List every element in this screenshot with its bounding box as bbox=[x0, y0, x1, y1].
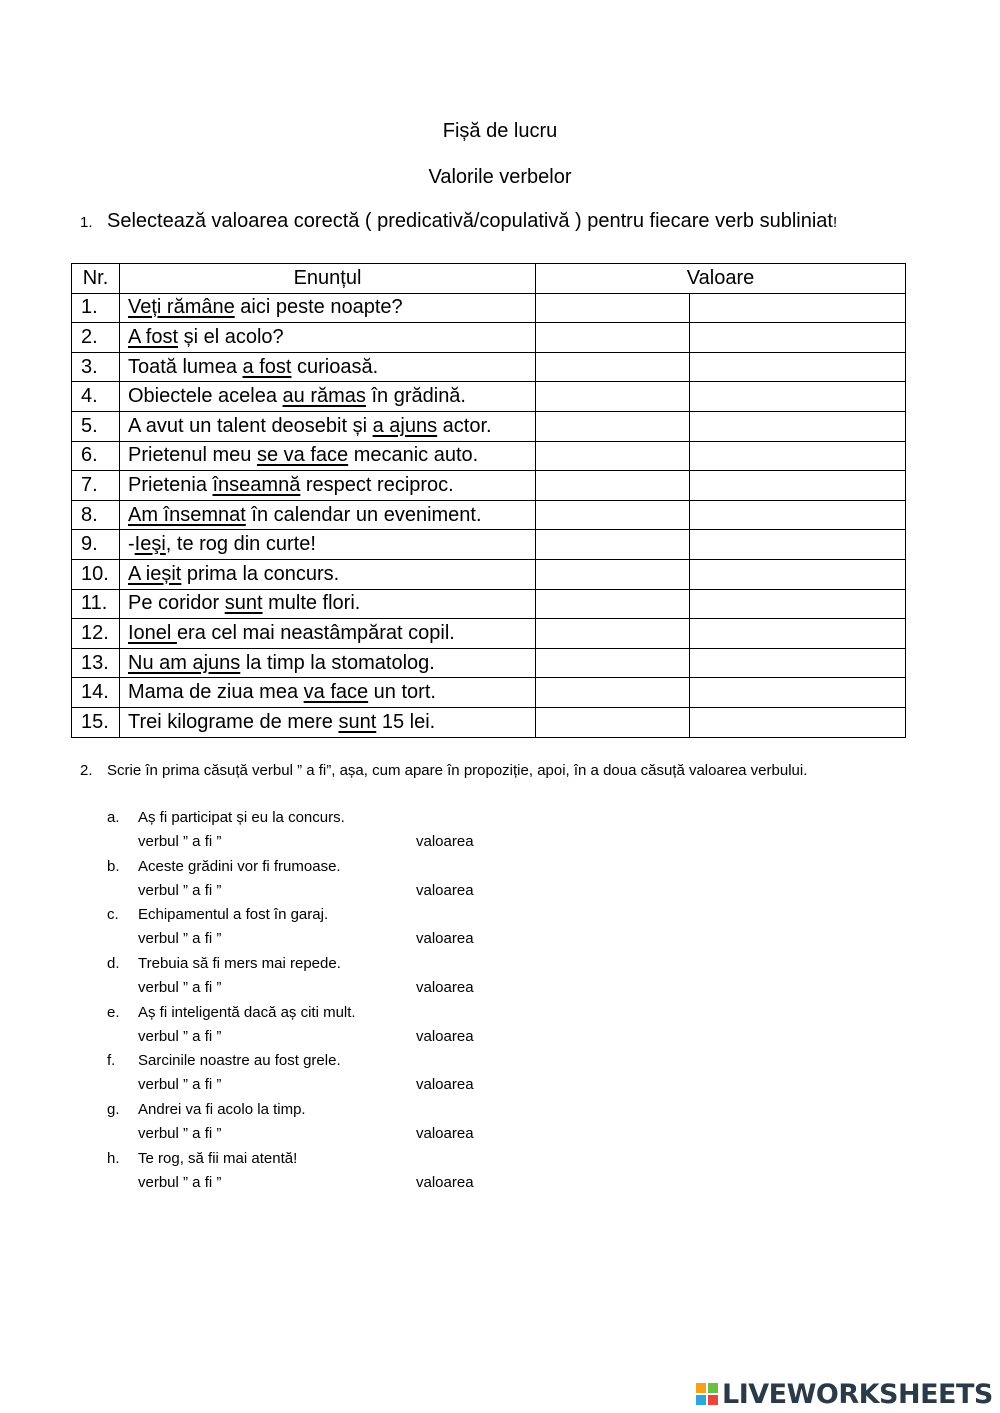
sentence-post: curioasă. bbox=[291, 355, 379, 378]
underlined-verb: a fost bbox=[242, 355, 292, 378]
item-letter: f. bbox=[107, 1052, 116, 1070]
value-answer-cell-1[interactable] bbox=[536, 589, 690, 619]
value-answer-cell-1[interactable] bbox=[536, 352, 690, 382]
exercise-2-number: 2. bbox=[80, 762, 93, 779]
item-letter: d. bbox=[107, 955, 120, 973]
table-row bbox=[72, 352, 906, 382]
sentence-post: actor. bbox=[437, 414, 492, 437]
sentence-post: prima la concurs. bbox=[181, 562, 340, 585]
row-number: 5. bbox=[72, 411, 120, 441]
table-header-row bbox=[72, 264, 906, 294]
sentence-pre: Obiectele acelea bbox=[128, 385, 283, 408]
item-sentence: Aș fi participat și eu la concurs. bbox=[138, 809, 345, 826]
row-number: 10. bbox=[72, 559, 120, 589]
value-answer-cell-2[interactable] bbox=[690, 678, 906, 708]
verb-label: verbul ” a fi ” bbox=[138, 1125, 222, 1143]
row-number: 12. bbox=[72, 619, 120, 649]
row-number: 1. bbox=[72, 293, 120, 323]
sentence-pre: Trei kilograme de mere bbox=[128, 710, 339, 733]
row-sentence bbox=[120, 500, 536, 530]
underlined-verb: Nu am ajuns bbox=[128, 651, 241, 674]
value-answer-cell-2[interactable] bbox=[690, 471, 906, 501]
value-answer-cell-1[interactable] bbox=[536, 619, 690, 649]
row-number: 11. bbox=[72, 589, 120, 619]
value-answer-cell-1[interactable] bbox=[536, 293, 690, 323]
value-answer-cell-2[interactable] bbox=[690, 293, 906, 323]
item-sentence: Sarcinile noastre au fost grele. bbox=[138, 1052, 341, 1070]
underlined-verb: Ionel bbox=[128, 621, 177, 644]
row-number: 13. bbox=[72, 648, 120, 678]
row-sentence bbox=[120, 382, 536, 412]
sentence-post: multe flori. bbox=[262, 592, 361, 615]
row-number: 9. bbox=[72, 530, 120, 560]
value-label: valoarea bbox=[416, 1076, 474, 1094]
value-label: valoarea bbox=[416, 881, 474, 899]
value-answer-cell-1[interactable] bbox=[536, 648, 690, 678]
exercise-2-text: Scrie în prima căsuță verbul ” a fi”, așa, cum apare în propoziție, apoi, în a doua căsuță valoarea verbului. bbox=[107, 762, 808, 779]
table-row bbox=[72, 382, 906, 412]
underlined-verb: A ieșit bbox=[128, 562, 182, 585]
value-answer-cell-1[interactable] bbox=[536, 382, 690, 412]
logo-square-icon bbox=[696, 1395, 706, 1405]
underlined-verb: înseamnă bbox=[212, 473, 301, 496]
verb-label: verbul ” a fi ” bbox=[138, 833, 222, 850]
header-nr: Nr. bbox=[72, 264, 120, 294]
table-row bbox=[72, 589, 906, 619]
logo-mark-icon bbox=[696, 1383, 718, 1405]
underlined-verb: A fost bbox=[128, 325, 179, 348]
table-row bbox=[72, 678, 906, 708]
table-row bbox=[72, 411, 906, 441]
verb-label: verbul ” a fi ” bbox=[138, 1027, 222, 1045]
item-sentence: Aceste grădini vor fi frumoase. bbox=[138, 857, 341, 875]
row-sentence bbox=[120, 648, 536, 678]
row-sentence bbox=[120, 589, 536, 619]
exercise-1-number: 1. bbox=[80, 214, 93, 231]
underlined-verb: Veți rămâne bbox=[128, 296, 235, 319]
value-answer-cell-1[interactable] bbox=[536, 411, 690, 441]
header-sentence: Enunțul bbox=[120, 264, 536, 294]
verb-label: verbul ” a fi ” bbox=[138, 1076, 222, 1094]
row-sentence bbox=[120, 619, 536, 649]
sentence-post: și el acolo? bbox=[178, 325, 284, 348]
item-sentence: Trebuia să fi mers mai repede. bbox=[138, 955, 341, 973]
row-sentence bbox=[120, 678, 536, 708]
sentence-post: în calendar un eveniment. bbox=[245, 503, 482, 526]
value-label: valoarea bbox=[416, 979, 474, 997]
row-number: 3. bbox=[72, 352, 120, 382]
row-number: 7. bbox=[72, 471, 120, 501]
exercise-1-instruction bbox=[80, 210, 837, 233]
item-letter: c. bbox=[107, 906, 119, 924]
sentence-pre: Prietenia bbox=[128, 473, 213, 496]
underlined-verb: a ajuns bbox=[372, 414, 438, 437]
row-sentence bbox=[120, 411, 536, 441]
row-sentence bbox=[120, 471, 536, 501]
row-sentence bbox=[120, 707, 536, 737]
logo-square-icon bbox=[708, 1395, 718, 1405]
verb-label: verbul ” a fi ” bbox=[138, 881, 222, 899]
item-letter: b. bbox=[107, 857, 120, 875]
verb-label: verbul ” a fi ” bbox=[138, 930, 222, 948]
table-row bbox=[72, 500, 906, 530]
value-answer-cell-2[interactable] bbox=[690, 619, 906, 649]
sentence-post: în grădină. bbox=[365, 385, 466, 408]
value-answer-cell-2[interactable] bbox=[690, 530, 906, 560]
value-answer-cell-1[interactable] bbox=[536, 500, 690, 530]
value-answer-cell-1[interactable] bbox=[536, 678, 690, 708]
item-sentence: Te rog, să fii mai atentă! bbox=[138, 1149, 298, 1167]
sentence-post: mecanic auto. bbox=[348, 444, 479, 467]
table-row bbox=[72, 648, 906, 678]
value-answer-cell-2[interactable] bbox=[690, 648, 906, 678]
exercise-2-instruction bbox=[80, 762, 807, 779]
value-answer-cell-2[interactable] bbox=[690, 323, 906, 353]
row-number: 15. bbox=[72, 707, 120, 737]
row-sentence bbox=[120, 559, 536, 589]
worksheet-title: Fișă de lucru bbox=[442, 120, 558, 142]
value-label: valoarea bbox=[416, 1027, 474, 1045]
liveworksheets-logo bbox=[696, 1377, 993, 1411]
sentence-post: , te rog din curte! bbox=[165, 533, 316, 556]
value-label: valoarea bbox=[416, 1125, 474, 1143]
sentence-post: 15 lei. bbox=[376, 710, 436, 733]
value-answer-cell-2[interactable] bbox=[690, 559, 906, 589]
table-row bbox=[72, 530, 906, 560]
sentence-pre: Pe coridor bbox=[128, 592, 225, 615]
value-answer-cell-2[interactable] bbox=[690, 441, 906, 471]
item-letter: e. bbox=[107, 1003, 120, 1021]
row-sentence bbox=[120, 352, 536, 382]
verbs-table bbox=[71, 263, 906, 738]
value-answer-cell-2[interactable] bbox=[690, 707, 906, 737]
value-answer-cell-1[interactable] bbox=[536, 471, 690, 501]
value-answer-cell-1[interactable] bbox=[536, 530, 690, 560]
row-number: 2. bbox=[72, 323, 120, 353]
row-number: 6. bbox=[72, 441, 120, 471]
item-sentence: Echipamentul a fost în garaj. bbox=[138, 906, 329, 924]
value-answer-cell-2[interactable] bbox=[690, 500, 906, 530]
value-answer-cell-1[interactable] bbox=[536, 323, 690, 353]
value-answer-cell-2[interactable] bbox=[690, 382, 906, 412]
underlined-verb: sunt bbox=[338, 710, 377, 733]
value-label: valoarea bbox=[416, 930, 474, 948]
value-answer-cell-1[interactable] bbox=[536, 559, 690, 589]
underlined-verb: Am însemnat bbox=[128, 503, 246, 526]
logo-square-icon bbox=[696, 1383, 706, 1393]
header-value: Valoare bbox=[536, 264, 906, 294]
sentence-pre: Mama de ziua mea bbox=[128, 681, 304, 704]
underlined-verb: sunt bbox=[224, 592, 263, 615]
sentence-pre: Toată lumea bbox=[128, 355, 243, 378]
item-sentence: Aș fi inteligentă dacă aș citi mult. bbox=[138, 1003, 356, 1021]
row-sentence bbox=[120, 441, 536, 471]
table-row bbox=[72, 619, 906, 649]
row-number: 14. bbox=[72, 678, 120, 708]
row-sentence bbox=[120, 323, 536, 353]
sentence-pre: Prietenul meu bbox=[128, 444, 257, 467]
logo-text: LIVEWORKSHEETS bbox=[722, 1378, 993, 1410]
value-answer-cell-1[interactable] bbox=[536, 707, 690, 737]
verb-label: verbul ” a fi ” bbox=[138, 979, 222, 997]
item-sentence: Andrei va fi acolo la timp. bbox=[138, 1101, 306, 1119]
value-answer-cell-2[interactable] bbox=[690, 352, 906, 382]
table-row bbox=[72, 323, 906, 353]
underlined-verb: va face bbox=[303, 681, 369, 704]
verb-label: verbul ” a fi ” bbox=[138, 1173, 222, 1191]
sentence-post: aici peste noapte? bbox=[234, 296, 403, 319]
sentence-pre: - bbox=[128, 533, 135, 556]
exercise-1-text: Selectează valoarea corectă ( predicativă/copulativă ) pentru fiecare verb subliniat bbox=[107, 210, 833, 232]
value-answer-cell-1[interactable] bbox=[536, 441, 690, 471]
sentence-post: la timp la stomatolog. bbox=[240, 651, 435, 674]
underlined-verb: se va face bbox=[256, 444, 349, 467]
row-number: 8. bbox=[72, 500, 120, 530]
row-sentence bbox=[120, 530, 536, 560]
value-label: valoarea bbox=[416, 1173, 474, 1191]
table-row bbox=[72, 559, 906, 589]
table-row bbox=[72, 707, 906, 737]
row-sentence bbox=[120, 293, 536, 323]
value-answer-cell-2[interactable] bbox=[690, 411, 906, 441]
value-label: valoarea bbox=[416, 833, 474, 850]
item-letter: h. bbox=[107, 1149, 120, 1167]
sentence-pre: A avut un talent deosebit și bbox=[128, 414, 373, 437]
sentence-post: era cel mai neastâmpărat copil. bbox=[176, 621, 455, 644]
item-letter: g. bbox=[107, 1101, 120, 1119]
table-row bbox=[72, 293, 906, 323]
underlined-verb: au rămas bbox=[282, 385, 366, 408]
table-row bbox=[72, 441, 906, 471]
sentence-post: un tort. bbox=[368, 681, 436, 704]
logo-square-icon bbox=[708, 1383, 718, 1393]
underlined-verb: Ieşi bbox=[134, 533, 166, 556]
sentence-post: respect reciproc. bbox=[300, 473, 454, 496]
item-letter: a. bbox=[107, 809, 120, 826]
table-row bbox=[72, 471, 906, 501]
worksheet-subtitle: Valorile verbelor bbox=[428, 166, 572, 188]
exercise-1-end-mark: ! bbox=[832, 214, 838, 231]
row-number: 4. bbox=[72, 382, 120, 412]
value-answer-cell-2[interactable] bbox=[690, 589, 906, 619]
